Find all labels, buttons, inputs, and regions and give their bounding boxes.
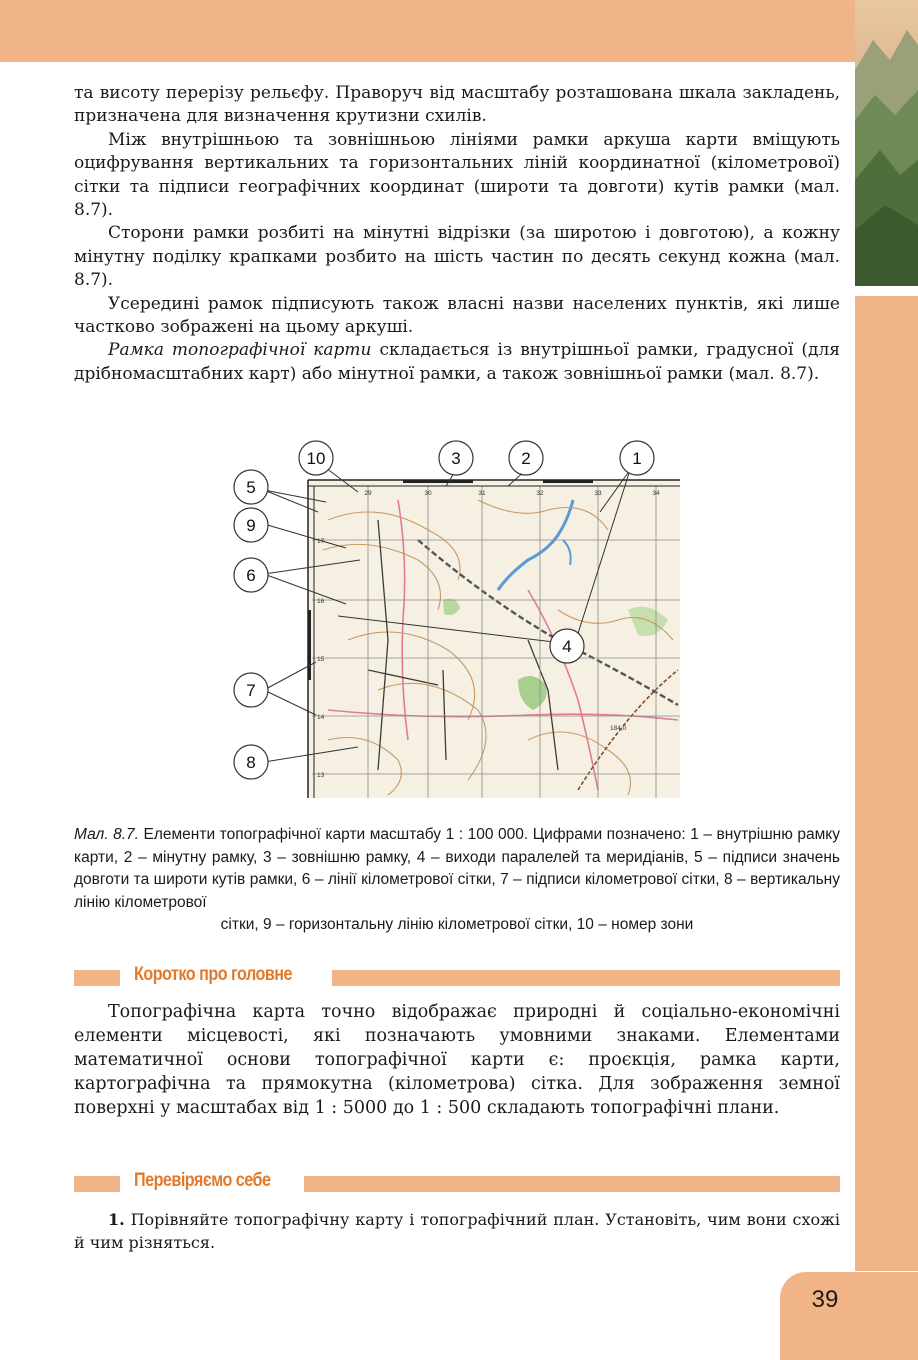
question-block [74,1208,840,1254]
map-image [308,480,680,798]
svg-text:1: 1 [632,449,642,468]
summary-text-block [74,1000,840,1120]
body-text [74,82,840,386]
summary-heading: Коротко про головне [134,964,293,985]
svg-text:4: 4 [562,637,572,656]
summary-text: Топографічна карта точно відображає природні й соціально-економічні елементи місцевості, які позначають умовними знаками. Елементами математичної основи топографічної карти є: проєкція, рамка карти, картографічна та прямокутна (кілометрова) сітка. Для зображення земної поверхні у масштабах від 1 : 5000 до 1 : 500 складають топографічні плани. [74,1002,840,1118]
map-top-label-2: 30 [424,490,432,497]
side-tab [855,296,918,1271]
figure-topographic-map [228,440,688,802]
paragraph-5-rest: складається із внутрішньої рамки, градусної (для дрібномасштабних карт) або мінутної рамки, а також зовнішньої рамки (мал. 8.7). [74,340,840,384]
question-1 [74,1208,840,1254]
map-top-label-4: 32 [536,490,544,497]
page-number-tab [780,1272,918,1360]
svg-text:7: 7 [246,681,256,700]
self-check-heading: Перевіряємо себе [134,1170,271,1191]
callout-3 [439,441,473,475]
map-left-label-4: 14 [317,714,325,721]
map-top-label-5: 33 [594,490,602,497]
callout-6 [234,558,268,592]
paragraph-2: Між внутрішньою та зовнішньою лініями рамки аркуша карти вміщують оцифрування вертикальних та горизонтальних ліній координатної (кілометрової) сітки та підписи географічних координат (широти та довготи) кутів рамки (мал. 8.7). [74,129,840,221]
map-top-label-3: 31 [478,490,486,497]
svg-text:2: 2 [521,449,531,468]
caption-main [74,824,840,914]
paragraph-4: Усередині рамок підписують також власні назви населених пунктів, які лише частково зображені на цьому аркуші. [74,293,840,338]
map-left-label-1: 17 [317,538,325,545]
callout-1 [620,441,654,475]
section-heading-self-check [74,1172,840,1196]
svg-text:3: 3 [451,449,461,468]
caption-text: Елементи топографічної карти масштабу 1 : 100 000. Цифрами позначено: 1 – внутрішню рамку карти, 2 – мінутну рамку, 3 – зовнішню рамку, 4 – виходи паралелей та меридіанів, 5 – підписи значень довготи та широти кутів рамки, 6 – лінії кілометрової сітки, 7 – підписи кілометрової сітки, 8 – вертикальну лінію кілометрової [74,826,840,911]
callout-4 [550,629,584,663]
svg-text:10: 10 [306,449,326,468]
paragraph-3: Сторони рамки розбиті на мінутні відрізки (за широтою і довготою), а кожну мінутну поділку крапками розбито на шість частин по десять секунд кожна (мал. 8.7). [74,223,840,291]
term-map-frame: Рамка топографічної карти [108,340,372,361]
svg-text:6: 6 [246,566,256,585]
map-elevation-label: 184,0 [610,725,627,732]
svg-text:9: 9 [246,516,256,535]
svg-text:5: 5 [246,478,256,497]
svg-text:8: 8 [246,753,256,772]
callout-9 [234,508,268,542]
map-left-label-3: 15 [317,656,325,663]
caption-label: Мал. 8.7. [74,826,139,843]
page-number: 39 [811,1286,839,1313]
map-left-label-5: 13 [317,772,325,779]
question-1-number: 1. [108,1210,125,1229]
callout-10 [299,441,333,475]
callout-5 [234,470,268,504]
top-header-band [0,0,855,62]
paragraph-1: та висоту перерізу рельєфу. Праворуч від масштабу розташована шкала закладень, призначена для визначення крутизни схилів. [74,83,840,127]
caption-last-line: сітки, 9 – горизонтальну лінію кілометрової сітки, 10 – номер зони [220,916,694,933]
callout-7 [234,673,268,707]
figure-caption [74,824,840,937]
map-left-label-2: 16 [317,598,325,605]
callout-2 [509,441,543,475]
map-top-label-1: 29 [364,490,372,497]
callout-8 [234,745,268,779]
map-top-label-6: 34 [652,490,660,497]
paragraph-5 [74,339,840,386]
side-landscape-photo [855,0,918,286]
section-heading-summary [74,966,840,990]
question-1-text: Порівняйте топографічну карту і топографічний план. Установіть, чим вони схожі й чим різняться. [74,1210,840,1252]
